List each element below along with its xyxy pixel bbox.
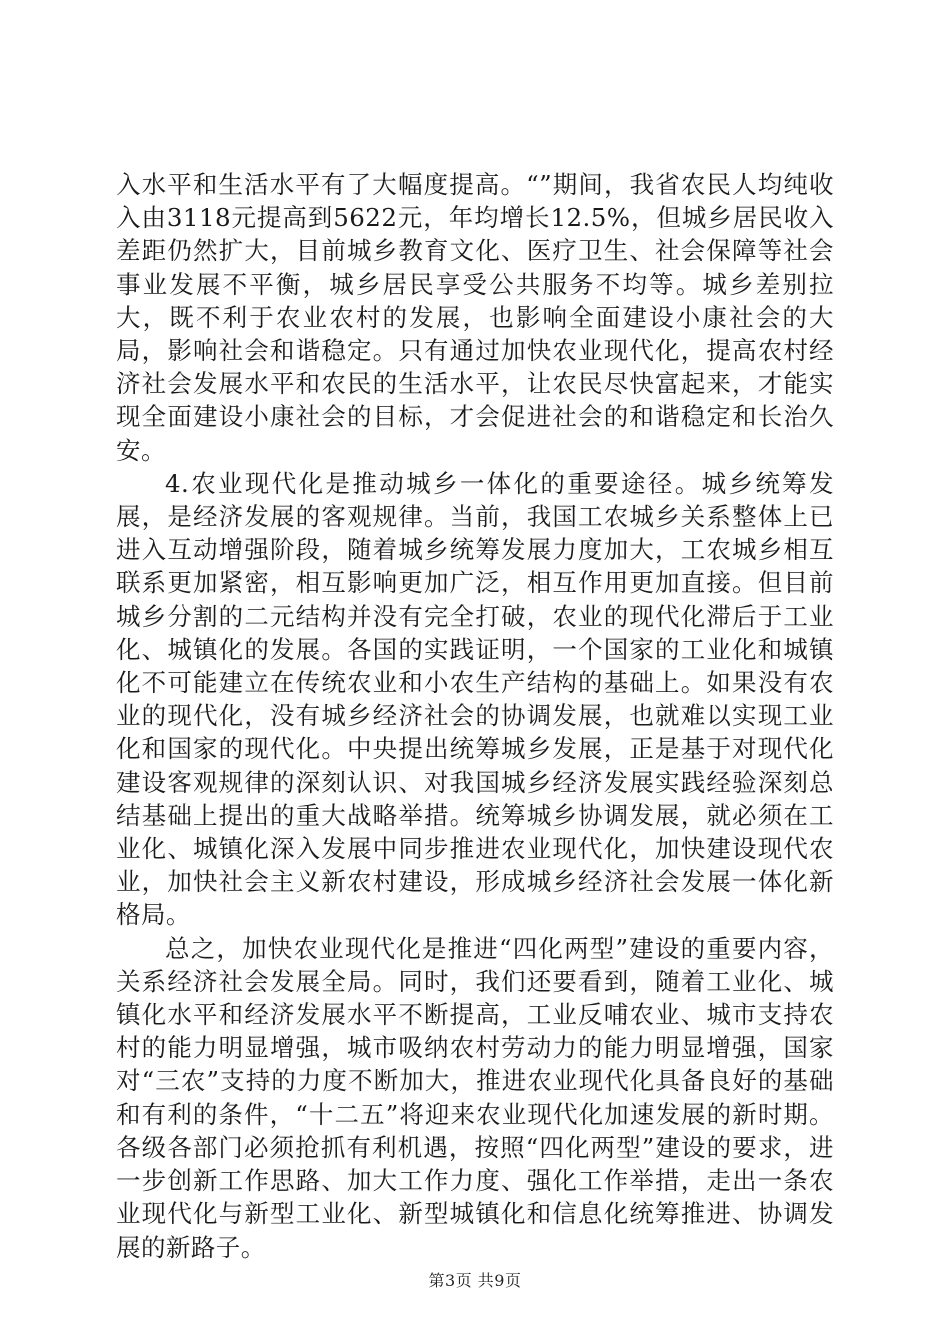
paragraph-2: 4.农业现代化是推动城乡一体化的重要途径。城乡统筹发展，是经济发展的客观规律。当前，我国工农城乡关系整体上已进入互动增强阶段，随着城乡统筹发展力度加大，工农城乡相互联系更加紧密，相互影响更加广泛，相互作用更加直接。但目前城乡分割的二元结构并没有完全打破，农业的现代化滞后于工业化、城镇化的发展。各国的实践证明，一个国家的工业化和城镇化不可能建立在传统农业和小农生产结构的基础上。如果没有农业的现代化，没有城乡经济社会的协调发展，也就难以实现工业化和国家的现代化。中央提出统筹城乡发展，正是基于对现代化建设客观规律的深刻认识、对我国城乡经济发展实践经验深刻总结基础上提出的重大战略举措。统筹城乡协调发展，就必须在工业化、城镇化深入发展中同步推进农业现代化，加快建设现代农业，加快社会主义新农村建设，形成城乡经济社会发展一体化新格局。 bbox=[116, 468, 834, 930]
paragraph-1: 入水平和生活水平有了大幅度提高。“”期间，我省农民人均纯收入由3118元提高到5622元，年均增长12.5%，但城乡居民收入差距仍然扩大，目前城乡教育文化、医疗卫生、社会保障等社会事业发展不平衡，城乡居民享受公共服务不均等。城乡差别拉大，既不利于农业农村的发展，也影响全面建设小康社会的大局，影响社会和谐稳定。只有通过加快农业现代化，提高农村经济社会发展水平和农民的生活水平，让农民尽快富起来，才能实现全面建设小康社会的目标，才会促进社会的和谐稳定和长治久安。 bbox=[116, 170, 834, 465]
document-body bbox=[116, 168, 834, 1264]
paragraph-3: 总之，加快农业现代化是推进“四化两型”建设的重要内容，关系经济社会发展全局。同时，我们还要看到，随着工业化、城镇化水平和经济发展水平不断提高，工业反哺农业、城市支持农村的能力明显增强，城市吸纳农村劳动力的能力明显增强，国家对“三农”支持的力度不断加大，推进农业现代化具备良好的基础和有利的条件，“十二五”将迎来农业现代化加速发展的新时期。各级各部门必须抢抓有利机遇，按照“四化两型”建设的要求，进一步创新工作思路、加大工作力度、强化工作举措，走出一条农业现代化与新型工业化、新型城镇化和信息化统筹推进、协调发展的新路子。 bbox=[116, 933, 834, 1262]
page-number-footer: 第3页 共9页 bbox=[428, 1271, 522, 1290]
